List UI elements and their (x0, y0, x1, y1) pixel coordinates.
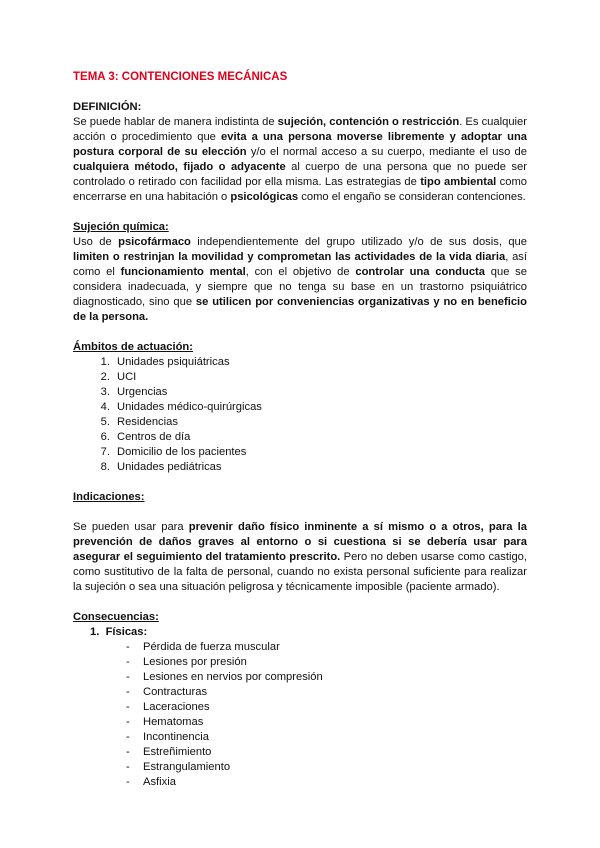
text-run: , con el objetivo de (245, 266, 356, 278)
text-run: y/o el normal acceso a su cuerpo, mediante el uso de (246, 146, 528, 158)
text-run: Pero no deben usarse como castigo, como sustitutivo de la falta de personal, cuando no exista personal suficiente para realizar la sujeción o sea una situación peligrosa y técnicamente imposible (paciente armado). (73, 551, 527, 593)
document-title: TEMA 3: CONTENCIONES MECÁNICAS (73, 71, 288, 83)
definicion-heading: DEFINICIÓN: (73, 101, 142, 113)
text-run: . Es cualquier acción o procedimiento que (73, 116, 527, 143)
indicaciones-heading: Indicaciones: (73, 491, 145, 503)
ambitos-heading: Ámbitos de actuación: (73, 341, 193, 353)
text-run: que se considera inadecuada, y siempre que no tenga su base en un trastorno psiquiátrico diagnosticado, sino que (73, 266, 528, 308)
list-item: - Estreñimiento (126, 746, 212, 758)
list-item: 8. Unidades pediátricas (100, 461, 222, 473)
document-body (73, 70, 527, 790)
fisicas-item: 1. Físicas: (90, 626, 148, 638)
list-item: - Pérdida de fuerza muscular (126, 641, 280, 653)
bold-text: limiten o restrinjan la movilidad y comprometan las actividades de la vida diaria (73, 251, 506, 263)
list-item: - Laceraciones (126, 701, 210, 713)
text-run: Se pueden usar para (73, 521, 189, 533)
list-item: - Estrangulamiento (126, 761, 231, 773)
list-item: 4. Unidades médico-quirúrgicas (100, 401, 262, 413)
bold-text: sujeción, contención o restricción (277, 116, 460, 128)
bold-text: controlar una conducta (355, 266, 485, 278)
bold-text: se utilicen por conveniencias organizativas y no en beneficio de la persona. (73, 296, 528, 323)
indicaciones-paragraph (73, 520, 527, 595)
text-run: independientemente del grupo utilizado y/o de sus dosis, que (190, 236, 528, 248)
bold-text: psicológicas (230, 191, 299, 203)
list-item: 2. UCI (100, 371, 137, 383)
bold-text: prevenir daño físico inminente a sí mismo o a otros, para la prevención de daños graves al entorno o si cuestiona si se debería usar para asegurar el seguimiento del tratamiento prescrito. (73, 521, 528, 563)
bold-text: funcionamiento mental (120, 266, 246, 278)
list-item: 3. Urgencias (100, 386, 168, 398)
bold-text: tipo ambiental (420, 176, 497, 188)
list-item: - Contracturas (126, 686, 208, 698)
list-item: - Asfixia (126, 776, 176, 788)
consecuencias-heading: Consecuencias: (73, 611, 159, 623)
list-item: 7. Domicilio de los pacientes (100, 446, 247, 458)
definicion-paragraph (73, 115, 527, 205)
list-item: - Lesiones en nervios por compresión (126, 671, 323, 683)
text-run: como el engaño se consideran contenciones. (298, 191, 526, 203)
list-item: - Incontinencia (126, 731, 209, 743)
text-run: Se puede hablar de manera indistinta de (73, 116, 278, 128)
bold-text: cualquiera método, fijado o adyacente (73, 161, 286, 173)
text-run: Uso de (73, 236, 119, 248)
fisicas-list (73, 640, 527, 790)
sujecion-paragraph (73, 235, 527, 325)
bold-text: psicofármaco (118, 236, 191, 248)
list-item: 1. Unidades psiquiátricas (100, 356, 230, 368)
list-item: 5. Residencias (100, 416, 178, 428)
ambitos-list (73, 355, 527, 475)
text-run: , así como el (73, 251, 528, 278)
text-run: como encerrarse en una habitación o (73, 176, 527, 203)
list-item: - Hematomas (126, 716, 204, 728)
list-item: - Lesiones por presión (126, 656, 247, 668)
list-item: 6. Centros de día (100, 431, 191, 443)
sujecion-heading: Sujeción química: (73, 221, 169, 233)
bold-text: evita a una persona moverse libremente y adoptar una postura corporal de su elección (73, 131, 527, 158)
text-run: al cuerpo de una persona que no puede ser controlado o retirado con facilidad por ella misma. Las estrategias de (73, 161, 527, 188)
